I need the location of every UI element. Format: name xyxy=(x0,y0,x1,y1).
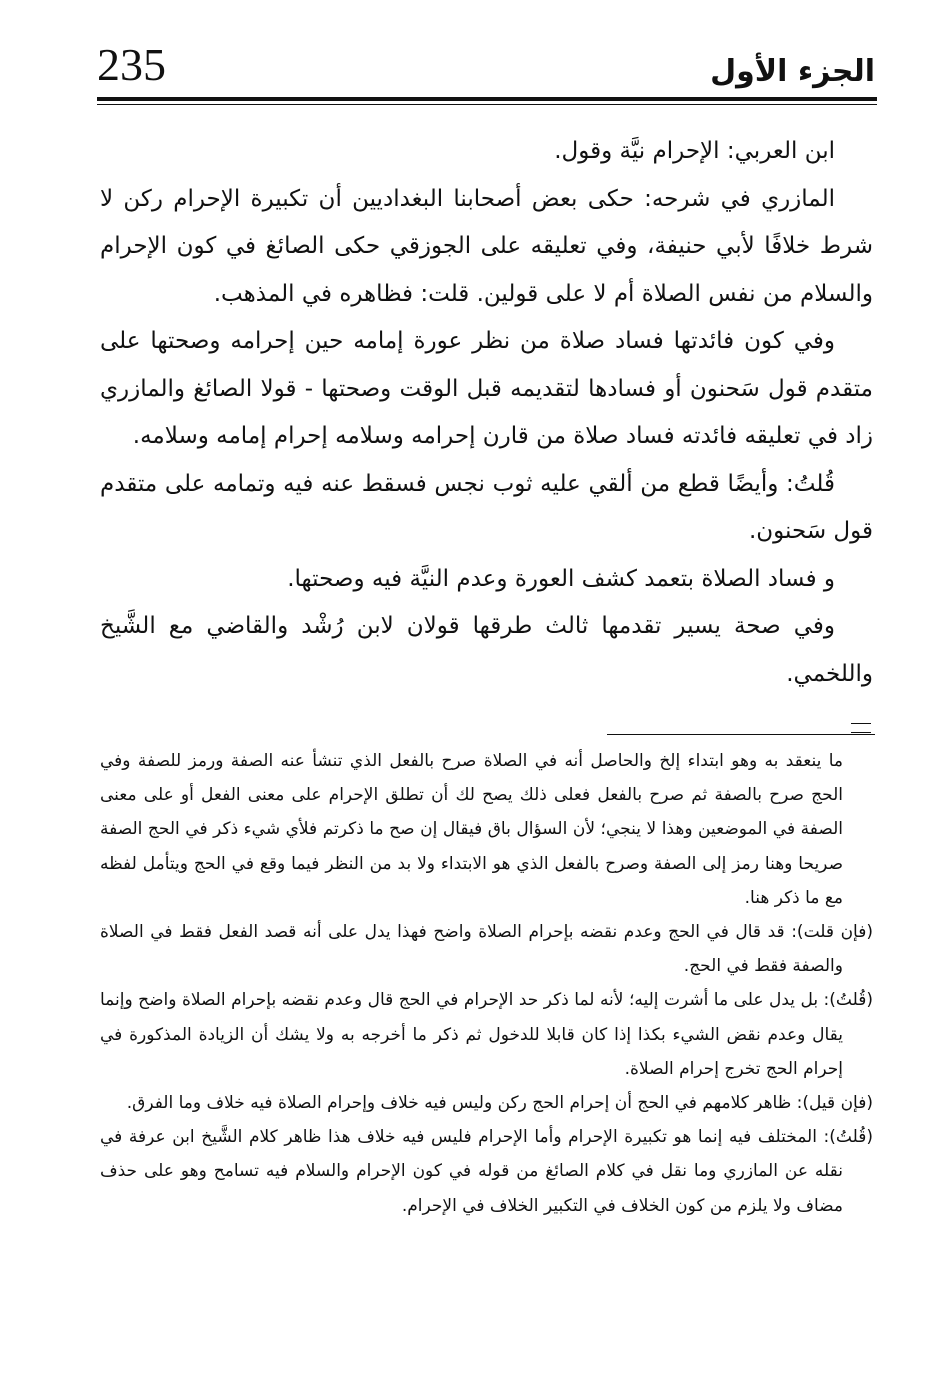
footnote-item: (فإن قيل): ظاهر كلامهم في الحج أن إحرام الحج ركن وليس فيه خلاف وإحرام الصلاة فيه خلاف وما الفرق. xyxy=(126,1093,873,1114)
footnote-mark xyxy=(851,723,871,733)
footnote-divider xyxy=(607,734,875,735)
main-paragraph: وفي صحة يسير تقدمها ثالث طرقها قولان لابن رُشْد والقاضي مع الشَّيخ واللخمي. xyxy=(100,613,873,687)
footnotes xyxy=(100,744,873,1223)
footnote-item: (قُلتُ): المختلف فيه إنما هو تكبيرة الإحرام وأما الإحرام فليس فيه خلاف هذا ظاهر كلام الشَّيخ ابن عرفة في نقله عن المازري وما نقل في كلام الصائغ من قوله في كون الإحرام والسلام فيه تسامح وهو على حذف مضاف ولا يلزم من كون الخلاف في التكبير الخلاف في الإحرام. xyxy=(100,1127,873,1216)
footnote-item: (فإن قلت): قد قال في الحج وعدم نقضه بإحرام الصلاة واضح فهذا يدل على أنه قصد الفعل فقط في الصلاة والصفة فقط في الحج. xyxy=(100,922,873,977)
running-title: الجزء الأول xyxy=(710,54,875,89)
footnote-item: ما ينعقد به وهو ابتداء إلخ والحاصل أنه في الصلاة صرح بالفعل الذي تنشأ عنه الصفة ورمز للصفة وفي الحج صرح بالصفة ثم صرح بالفعل فعلى ذلك يصح لك أن تطلق الإحرام على معنى الفعل أو على معنى الصفة في الموضعين وهذا لا ينجي؛ لأن السؤال باق فيقال إن صح ما ذكرتم فلأي شيء ذكر في الحج الصفة صريحا وهنا رمز إلى الصفة وصرح بالفعل الذي هو الابتداء ولا بد من النظر فيما وقع في الحج ويتأمل لفظه مع ما ذكر هنا. xyxy=(100,751,843,908)
header-rule-thin xyxy=(97,104,877,105)
header-rule-thick xyxy=(97,97,877,101)
main-paragraph: قُلتُ: وأيضًا قطع من ألقي عليه ثوب نجس فسقط عنه فيه وتمامه على متقدم قول سَحنون. xyxy=(100,470,873,544)
footnote-item: (قُلتُ): بل يدل على ما أشرت إليه؛ لأنه لما ذكر حد الإحرام في الحج قال وعدم نقضه بإحرام الصلاة واضح وإنما يقال وعدم نقض الشيء بكذا إذا كان قابلا للدخول ثم ذكر ما أخرجه به ولا يشك أن الزيادة المذكورة في إحرام الحج تخرج إحرام الصلاة. xyxy=(100,990,873,1079)
main-paragraph: ابن العربي: الإحرام نيَّة وقول. xyxy=(554,138,835,164)
main-paragraph: المازري في شرحه: حكى بعض أصحابنا البغداديين أن تكبيرة الإحرام ركن لا شرط خلافًا لأبي حنيفة، وفي تعليقه على الجوزقي حكى الصائغ في كون الإحرام والسلام من نفس الصلاة أم لا على قولين. قلت: فظاهره في المذهب. xyxy=(100,185,873,307)
main-paragraph: و فساد الصلاة بتعمد كشف العورة وعدم النيَّة فيه وصحتها. xyxy=(287,565,835,592)
main-text xyxy=(100,128,873,698)
page-number: 235 xyxy=(97,39,166,90)
main-paragraph: وفي كون فائدتها فساد صلاة من نظر عورة إمامه حين إحرامه وصحتها على متقدم قول سَحنون أو فسادها لتقديمه قبل الوقت وصحتها - قولا الصائغ والمازري زاد في تعليقه فائدته فساد صلاة من قارن إحرامه وسلامه إحرام إمامه وسلامه. xyxy=(100,328,873,449)
